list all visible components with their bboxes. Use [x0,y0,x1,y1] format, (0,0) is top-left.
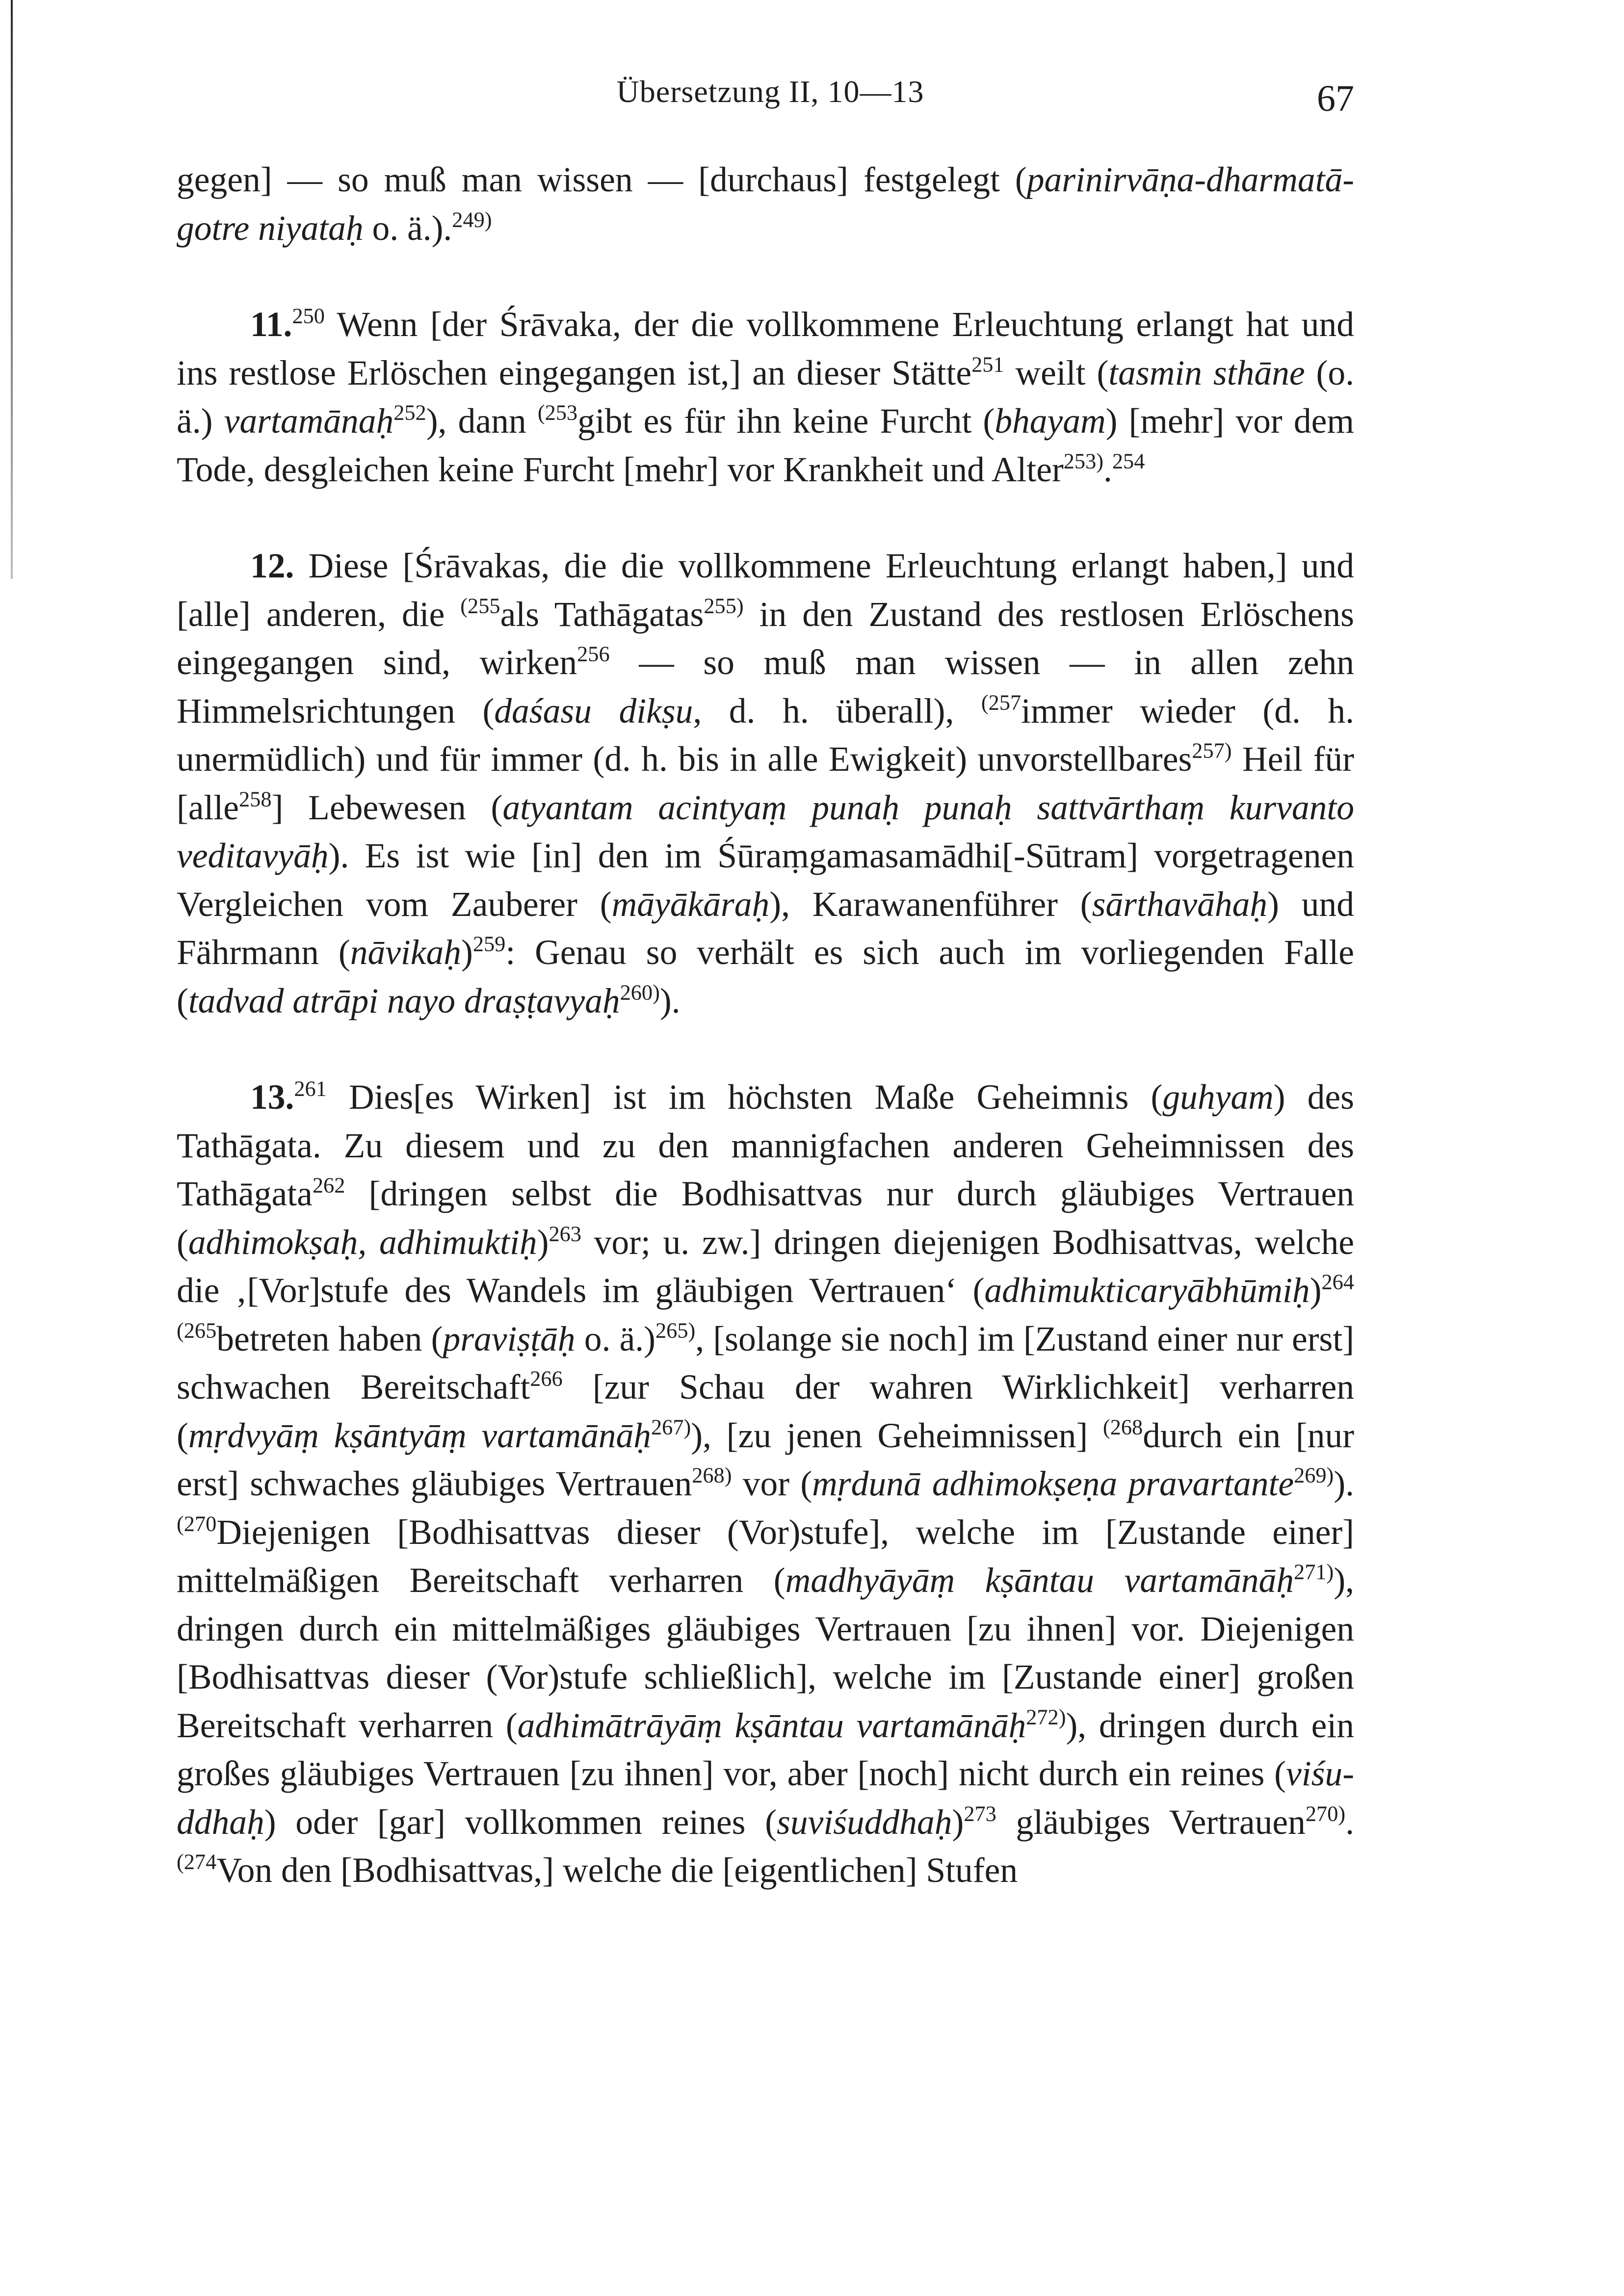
text-run: , [solange sie noch] im [Zustand einer nur erst] schwachen Bereitschaft [177,1319,1355,1407]
text-run: ) [1310,1271,1322,1310]
running-head: Übersetzung II, 10—13 [616,74,924,109]
footnote-ref: 253) [1063,448,1104,473]
footnote-ref: 270) [1305,1800,1346,1826]
text-run: gegen] — so muß man wissen — [durchaus] festgelegt ( [177,160,1027,199]
sanskrit-term: mṛdunā adhimokṣeṇa pravartante [812,1464,1294,1503]
sanskrit-term: sārthavāhaḥ [1092,885,1268,924]
sanskrit-term: adhimātrāyāṃ kṣāntau vartamānāḥ [517,1706,1026,1745]
footnote-ref: 260) [620,979,660,1004]
text-run: Wenn [der Śrāvaka, der die vollkommene Erleuchtung erlangt hat und ins restlose Erlöschen eingegangen ist,] an dieser Stätte [177,305,1354,392]
text-run: immer wieder (d. h. unermüdlich) und für immer (d. h. bis in alle Ewigkeit) unvorstellbares [177,691,1354,779]
footnote-ref: 256 [577,641,610,666]
text-run: o. ä.) [575,1319,655,1358]
text-run: : Genau so verhält es sich auch im vorliegenden Falle ( [177,933,1354,1020]
footnote-ref: (274 [177,1849,217,1874]
text-run: ) [461,933,473,972]
text-run: (o. ä.) [177,353,1354,441]
footnote-ref: 252 [393,400,426,425]
text-run: ) oder [gar] vollkommen reines ( [264,1802,777,1842]
footnote-ref: 267) [651,1414,691,1439]
text-run: gibt es für ihn keine Furcht ( [577,402,995,441]
footnote-ref: (270 [177,1511,217,1536]
sanskrit-term: mṛdvyāṃ kṣāntyāṃ vartamānāḥ [188,1416,651,1455]
page-number: 67 [1317,78,1354,119]
paragraph-13 [177,1073,1354,1895]
footnote-ref: 261 [294,1076,327,1101]
sanskrit-term: tadvad atrāpi nayo draṣṭavyaḥ [188,981,620,1020]
footnote-ref: (268 [1102,1414,1143,1439]
sanskrit-term: daśasu dikṣu [494,691,693,731]
footnote-ref: 265) [655,1317,696,1342]
paragraph-12 [177,542,1354,1025]
text-run: ). [659,981,681,1020]
sanskrit-term: madhyāyāṃ kṣāntau vartamānāḥ [785,1561,1294,1600]
footnote-ref: 271) [1294,1559,1334,1584]
sanskrit-term: parinirvāṇa-dharmatā-gotre niyataḥ [177,160,1354,248]
text-run: gläubiges Vertrauen [996,1802,1306,1842]
footnote-ref: 263 [549,1221,581,1246]
text-run: als Tathāgatas [500,595,704,634]
text-run: Heil für [alle [177,740,1354,827]
text-run: ) [952,1802,964,1842]
sanskrit-term: tasmin sthāne [1108,353,1305,392]
sanskrit-term: atyantam acintyaṃ punaḥ punaḥ sattvārthaṃ kurvanto veditavyāḥ [177,788,1354,875]
footnote-ref: 268) [692,1462,732,1487]
sanskrit-term: adhimukticaryābhūmiḥ [984,1271,1310,1310]
footnote-ref: 259 [472,931,506,956]
text-run: betreten haben ( [216,1319,443,1358]
footnote-ref: (265 [177,1317,217,1342]
text-run: in den Zustand des restlosen Erlöschens eingegangen sind, wirken [177,595,1355,682]
scan-edge [11,0,13,579]
text-run: ), dann [426,402,538,441]
footnote-ref: (253 [537,400,578,425]
text-run: ) [mehr] vor dem Tode, desgleichen keine Furcht [mehr] vor Krankheit und Alter [177,402,1354,489]
text-run: ), [zu jenen Geheimnissen] [691,1416,1103,1455]
text-run: Von den [Bodhisattvas,] welche die [eigentlichen] Stufen [216,1851,1018,1890]
footnote-ref: 250 [292,303,325,328]
text-run: ). Es ist wie [in] den im Śūraṃgamasamādhi[-Sūtram] vorgetragenen Vergleichen vom Zauberer ( [177,836,1354,924]
page-header [186,74,1354,132]
sanskrit-term: vartamānaḥ [224,402,394,441]
text-run: ), Karawanenführer ( [769,885,1092,924]
sanskrit-term: guhyam [1162,1078,1274,1117]
footnote-ref: 262 [312,1173,345,1198]
text-run: ), dringen durch ein mittelmäßiges gläubiges Vertrauen [zu ihnen] vor. Diejenigen [Bodhisattvas dieser (Vor)stufe schließlich], welche im [Zustande einer] großen Bereitschaft verharren ( [177,1561,1354,1745]
sanskrit-term: bhayam [995,402,1106,441]
footnote-ref: 255) [704,593,744,618]
text-run: . [1103,450,1112,489]
footnote-ref: (255 [460,593,500,618]
text-run: ] Lebewesen ( [271,788,503,827]
paragraph-11 [177,301,1354,494]
text-run: Diese [Śrāvakas, die die vollkommene Erleuchtung erlangt haben,] und [alle] anderen, die [177,547,1354,634]
text-run: o. ä.). [363,209,452,248]
footnote-ref: 264 [1321,1269,1354,1294]
body-text [177,156,1354,1895]
footnote-ref: (257 [981,689,1022,714]
sanskrit-term: māyākāraḥ [611,885,770,924]
text-run: ). [1334,1464,1355,1503]
sanskrit-term: nāvikaḥ [350,933,462,972]
footnote-ref: 266 [530,1366,563,1391]
sanskrit-term: praviṣṭāḥ [443,1319,576,1358]
text-run: vor ( [732,1464,812,1503]
footnote-ref: 272) [1026,1704,1066,1729]
text-run: ) des Tathāgata. Zu diesem und zu den mannigfachen anderen Geheimnissen des Tathāgata [177,1078,1354,1213]
footnote-ref: 273 [964,1800,996,1826]
text-run: [dringen selbst die Bodhisattvas nur durch gläubiges Vertrauen ( [177,1174,1354,1262]
text-run: ), dringen durch ein großes gläubiges Vertrauen [zu ihnen] vor, aber [noch] nicht durch ein reines ( [177,1706,1355,1793]
footnote-ref: 269) [1294,1462,1334,1487]
footnote-ref: 257) [1192,738,1232,763]
text-run: ) [537,1223,549,1262]
sanskrit-term: suviśuddhaḥ [777,1802,952,1842]
text-run: , d. h. überall), [693,691,981,731]
footnote-ref: 249) [452,207,492,232]
footnote-ref: 254 [1112,448,1145,473]
paragraph-number: 12. [250,547,294,585]
sanskrit-term: adhimokṣaḥ, adhimuktiḥ [188,1223,537,1262]
sanskrit-term: viśuddhaḥ [177,1754,1354,1842]
paragraph-number: 11. [250,305,292,344]
text-run: [zur Schau der wahren Wirklichkeit] verharren ( [177,1368,1354,1455]
paragraph-number: 13. [250,1078,294,1117]
footnote-ref: 258 [239,786,272,811]
text-run: ) und Fährmann ( [177,885,1355,972]
text-run: Dies[es Wirken] ist im höchsten Maße Geheimnis ( [326,1078,1163,1117]
text-run: . [1345,1802,1355,1842]
paragraph-10-continuation [177,156,1354,253]
text-run: durch ein [nur erst] schwaches gläubiges Vertrauen [177,1416,1354,1503]
text-run: Diejenigen [Bodhisattvas dieser (Vor)stufe], welche im [Zustande einer] mittelmäßigen Bereitschaft verharren ( [177,1513,1354,1600]
text-run: vor; u. zw.] dringen diejenigen Bodhisattvas, welche die ‚[Vor]stufe des Wandels im gläubigen Vertrauen‘ ( [177,1223,1354,1310]
text-run: weilt ( [1004,353,1109,392]
footnote-ref: 251 [971,351,1004,376]
text-run: — so muß man wissen — in allen zehn Himmelsrichtungen ( [177,643,1354,731]
